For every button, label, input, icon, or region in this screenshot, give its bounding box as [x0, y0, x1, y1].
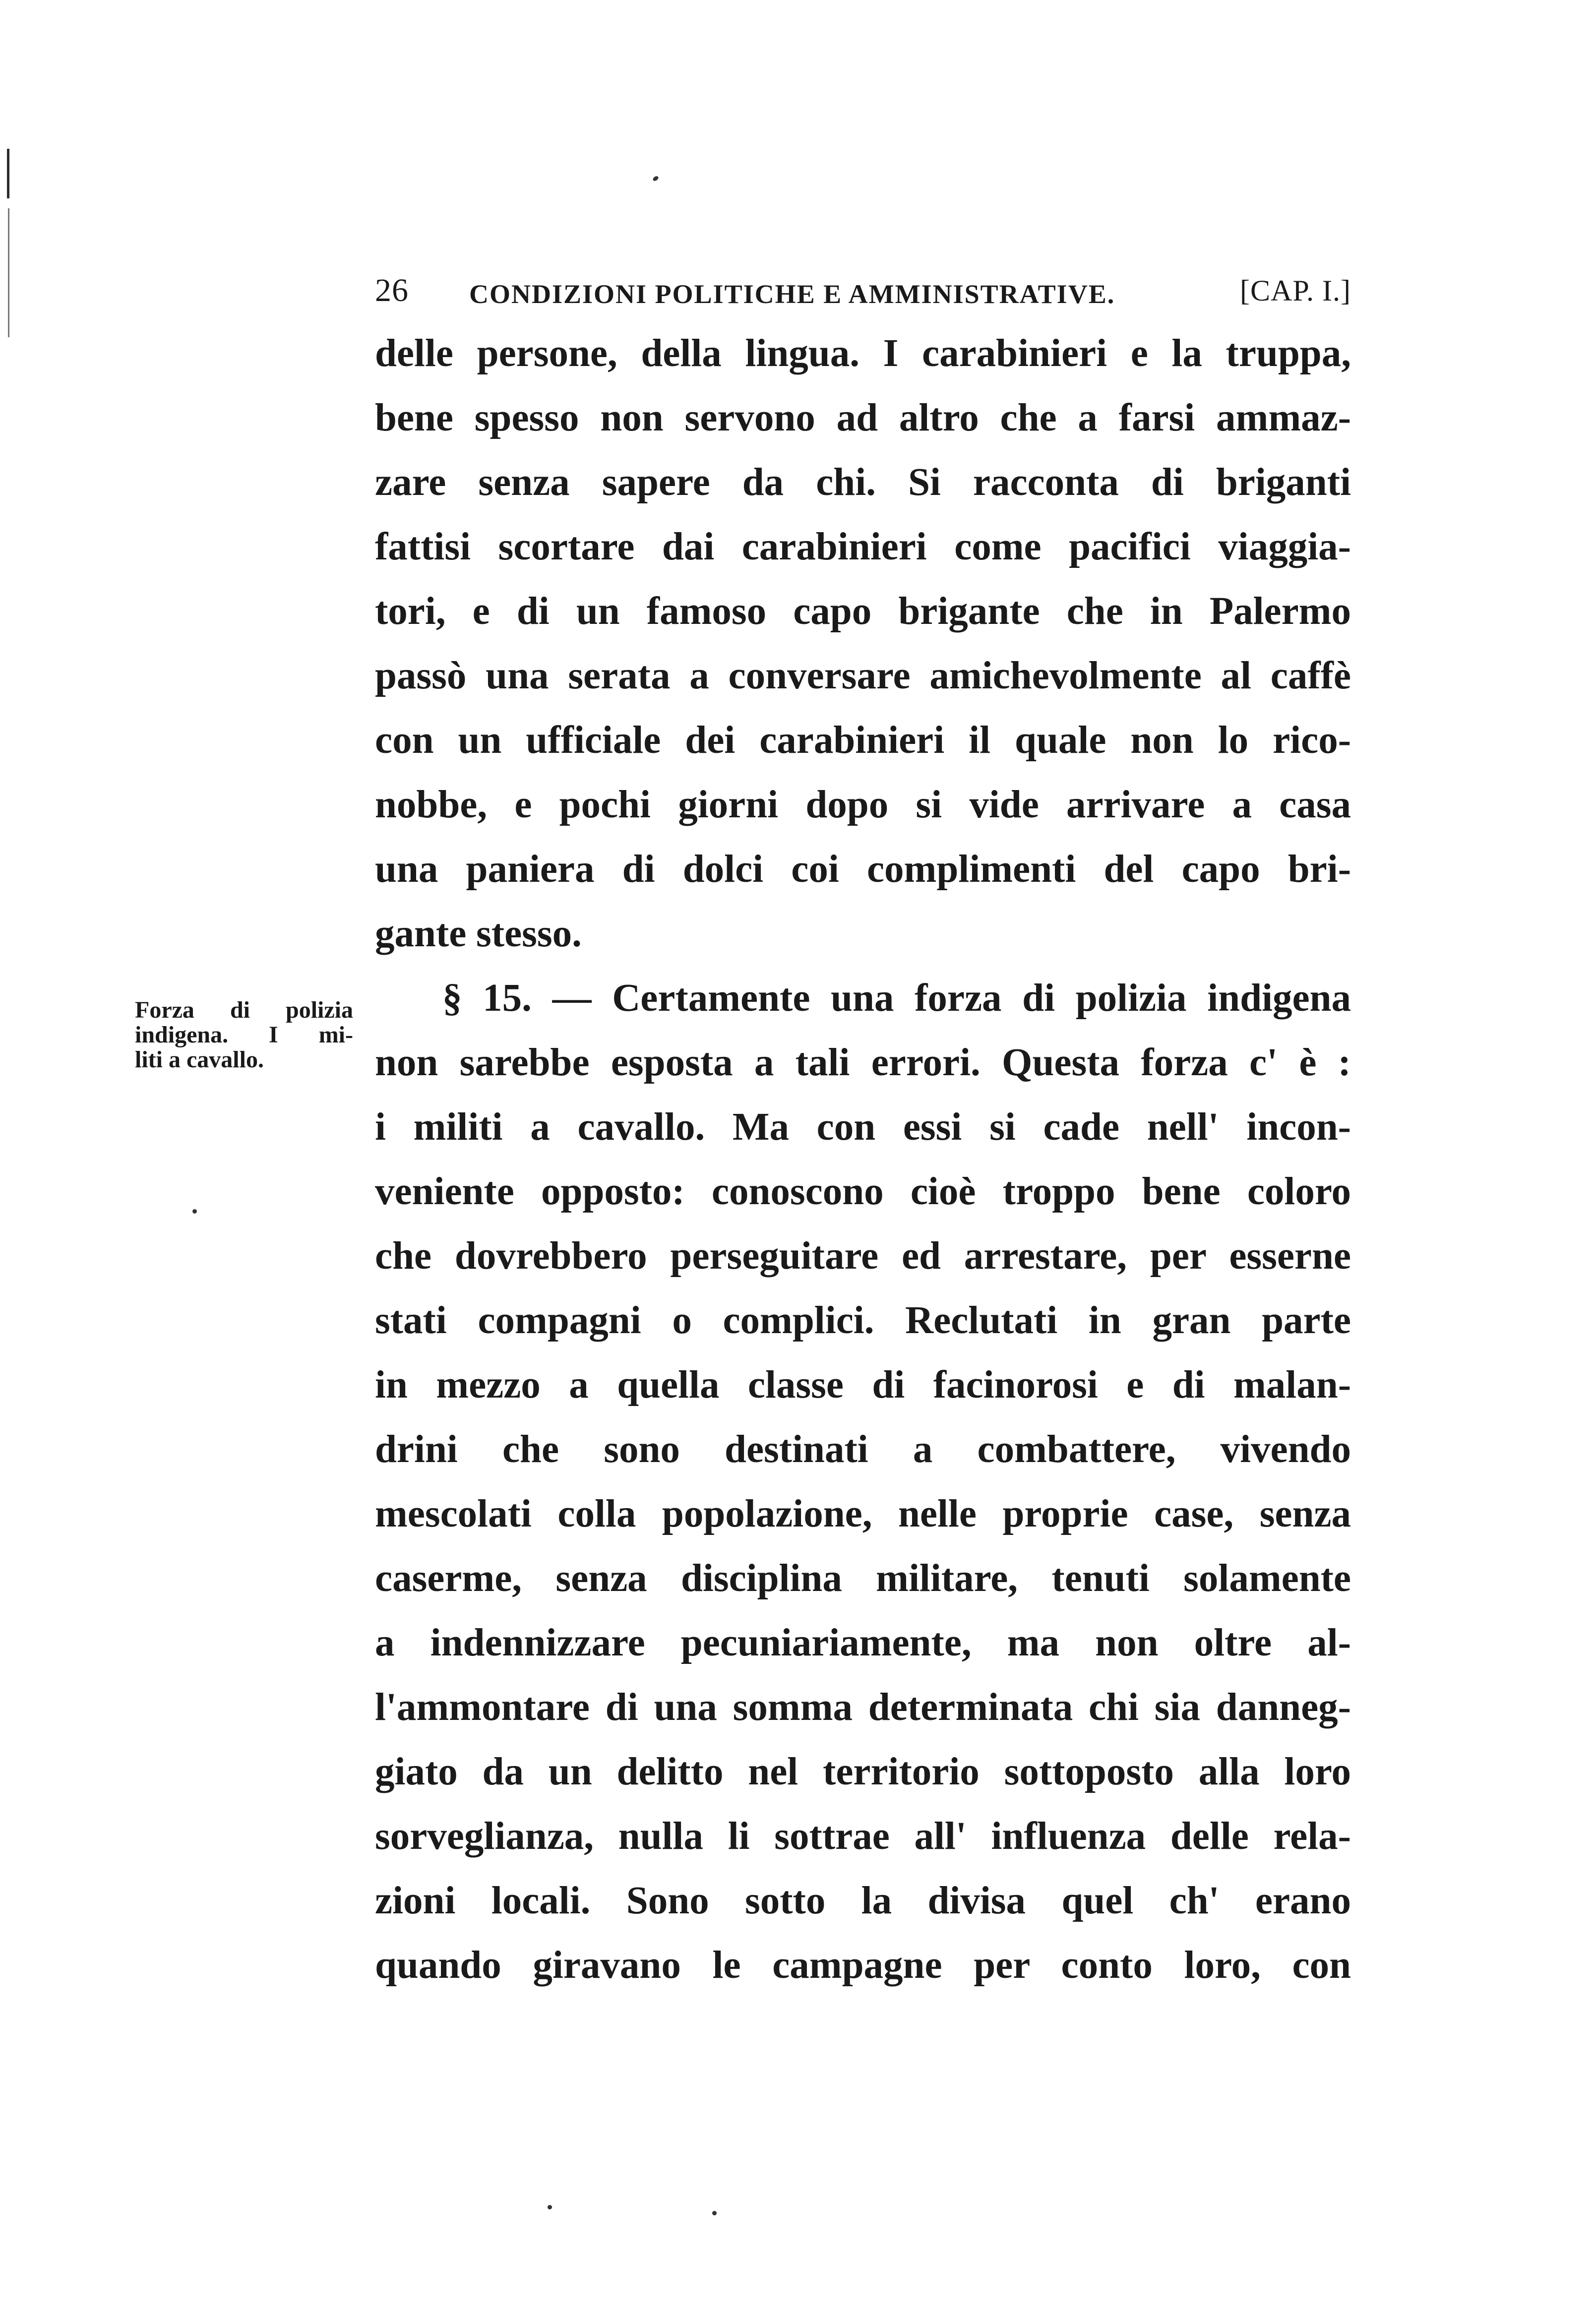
running-header — [375, 262, 1351, 321]
marginal-note-line: liti a cavallo. — [135, 1046, 264, 1073]
text-line: nobbe, e pochi giorni dopo si vide arrivare a casa — [375, 783, 1351, 826]
text-line: mescolati colla popolazione, nelle proprie case, senza — [375, 1492, 1351, 1535]
paragraph-start-line: § 15. — Certamente una forza di polizia indigena — [442, 977, 1351, 1020]
text-line: drini che sono destinati a combattere, vivendo — [375, 1428, 1351, 1471]
speck — [652, 175, 659, 182]
text-line: giato da un delitto nel territorio sottoposto alla loro — [375, 1750, 1351, 1793]
text-line: una paniera di dolci coi complimenti del capo bri- — [375, 848, 1351, 891]
text-line: passò una serata a conversare amichevolmente al caffè — [375, 654, 1351, 697]
marginal-note-line: Forza di polizia — [135, 997, 353, 1023]
text-line: a indennizzare pecuniariamente, ma non oltre al- — [375, 1621, 1351, 1664]
text-line: quando giravano le campagne per conto loro, con — [375, 1944, 1351, 1987]
text-line: l'ammontare di una somma determinata chi sia danneg- — [375, 1686, 1351, 1729]
text-line: tori, e di un famoso capo brigante che in Palermo — [375, 590, 1351, 633]
page-number: 26 — [375, 272, 409, 308]
text-line: caserme, senza disciplina militare, tenuti solamente — [375, 1557, 1351, 1600]
marginal-note-line: indigena. I mi- — [135, 1022, 353, 1048]
text-line: non sarebbe esposta a tali errori. Questa forza c' è : — [375, 1041, 1351, 1084]
text-line: stati compagni o complici. Reclutati in gran parte — [375, 1299, 1351, 1342]
text-line: i militi a cavallo. Ma con essi si cade nell' incon- — [375, 1105, 1351, 1149]
text-line: zioni locali. Sono sotto la divisa quel ch' erano — [375, 1879, 1351, 1922]
scan-edge-mark — [7, 149, 9, 198]
text-line: fattisi scortare dai carabinieri come pacifici viaggia- — [375, 525, 1351, 568]
speck — [712, 2211, 717, 2215]
marginal-note — [135, 998, 353, 1072]
text-line: con un ufficiale dei carabinieri il quale non lo rico- — [375, 719, 1351, 762]
body-text — [375, 321, 1351, 1998]
text-line: che dovrebbero perseguitare ed arrestare, per esserne — [375, 1234, 1351, 1278]
text-line: sorveglianza, nulla li sottrae all' influenza delle rela- — [375, 1815, 1351, 1858]
chapter-label: [CAP. I.] — [1239, 274, 1351, 307]
text-line: bene spesso non servono ad altro che a farsi ammaz- — [375, 396, 1351, 439]
text-line: veniente opposto: conoscono cioè troppo bene coloro — [375, 1170, 1351, 1213]
speck — [548, 2205, 552, 2209]
text-line: zare senza sapere da chi. Si racconta di briganti — [375, 461, 1351, 504]
text-line: in mezzo a quella classe di facinorosi e di malan- — [375, 1363, 1351, 1406]
scan-edge-mark — [8, 208, 9, 337]
text-line: gante stesso. — [375, 912, 582, 955]
running-title: CONDIZIONI POLITICHE E AMMINISTRATIVE. — [469, 279, 1115, 309]
speck — [192, 1209, 197, 1214]
text-line: delle persone, della lingua. I carabinieri e la truppa, — [375, 332, 1351, 375]
